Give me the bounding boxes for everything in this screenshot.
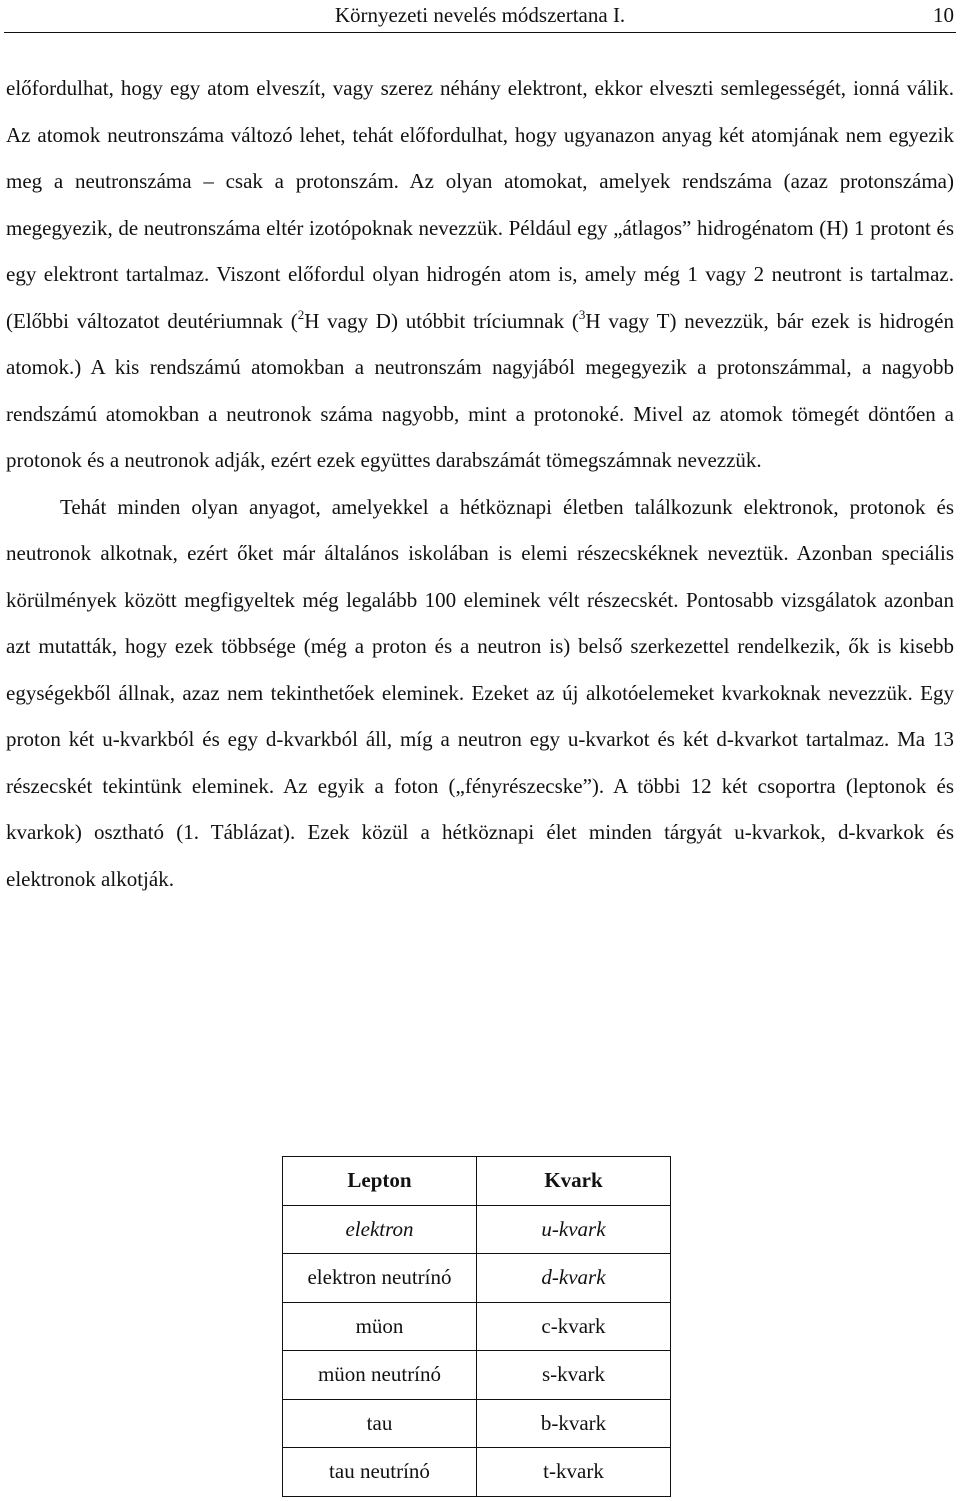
table-row	[283, 1448, 671, 1497]
paragraph-1-text-c: H vagy T) nevezzük, bár ezek is hidrogén atomok.) A kis rendszámú atomokban a neutronszám nagyjából megegyezik a protonszámmal, a nagyobb rendszámú atomokban a neutronok száma nagyobb, mint a protonoké. Mivel az atomok tömegét döntően a protonok és a neutronok adják, ezért ezek együttes darabszámát tömegszámnak nevezzük.	[6, 308, 954, 472]
kvark-cell: b-kvark	[477, 1399, 671, 1448]
lepton-cell: tau	[283, 1399, 477, 1448]
page-header	[0, 0, 960, 33]
lepton-cell: müon neutrínó	[283, 1351, 477, 1400]
kvark-cell: t-kvark	[477, 1448, 671, 1497]
paragraph-1	[6, 65, 954, 484]
header-kvark: Kvark	[477, 1157, 671, 1206]
particle-table	[282, 1156, 671, 1497]
kvark-cell: c-kvark	[477, 1302, 671, 1351]
lepton-cell: elektron neutrínó	[283, 1254, 477, 1303]
lepton-cell: tau neutrínó	[283, 1448, 477, 1497]
lepton-cell: müon	[283, 1302, 477, 1351]
superscript-3: 3	[578, 306, 586, 322]
paragraph-2: Tehát minden olyan anyagot, amelyekkel a hétköznapi életben találkozunk elektronok, protonok és neutronok alkotnak, ezért őket már általános iskolában is elemi részecskéknek neveztük. Azonban speciális körülmények között megfigyeltek még legalább 100 eleminek vélt részecskét. Pontosabb vizsgálatok azonban azt mutatták, hogy ezek többsége (még a proton és a neutron is) belső szerkezettel rendelkezik, ők is kisebb egységekből állnak, azaz nem tekinthetőek eleminek. Ezeket az új alkotóelemeket kvarkoknak nevezzük. Egy proton két u-kvarkból és egy d-kvarkból áll, míg a neutron egy u-kvarkot és két d-kvarkot tartalmaz. Ma 13 részecskét tekintünk eleminek. Az egyik a foton („fényrészecske”). A többi 12 két csoportra (leptonok és kvarkok) osztható (1. Táblázat). Ezek közül a hétköznapi élet minden tárgyát u-kvarkok, d-kvarkok és elektronok alkotják.	[6, 494, 954, 891]
kvark-cell: d-kvark	[477, 1254, 671, 1303]
paragraph-1-text-a: előfordulhat, hogy egy atom elveszít, vagy szerez néhány elektront, ekkor elveszti semlegességét, ionná válik. Az atomok neutronszáma változó lehet, tehát előfordulhat, hogy ugyanazon anyag két atomjának nem egyezik meg a neutronszáma – csak a protonszám. Az olyan atomokat, amelyek rendszáma (azaz protonszáma) megegyezik, de neutronszáma eltér izotópoknak nevezzük. Például egy „átlagos” hidrogénatom (H) 1 protont és egy elektront tartalmaz. Viszont előfordul olyan hidrogén atom is, amely még 1 vagy 2 neutront is tartalmaz. (Előbbi változatot deutériumnak (	[6, 76, 954, 333]
page-number: 10	[933, 3, 954, 27]
kvark-cell: s-kvark	[477, 1351, 671, 1400]
kvark-cell: u-kvark	[477, 1205, 671, 1254]
superscript-2: 2	[297, 306, 305, 322]
header-divider	[4, 32, 956, 33]
table-row	[283, 1302, 671, 1351]
lepton-cell: elektron	[283, 1205, 477, 1254]
table-row	[283, 1205, 671, 1254]
header-title: Környezeti nevelés módszertana I.	[334, 3, 626, 27]
paragraph-1-text-b: H vagy D) utóbbit tríciumnak (	[304, 308, 579, 333]
body-text	[6, 65, 954, 902]
table-row	[283, 1351, 671, 1400]
table-row	[283, 1399, 671, 1448]
table-header-row	[283, 1157, 671, 1206]
header-lepton: Lepton	[283, 1157, 477, 1206]
table-row	[283, 1254, 671, 1303]
